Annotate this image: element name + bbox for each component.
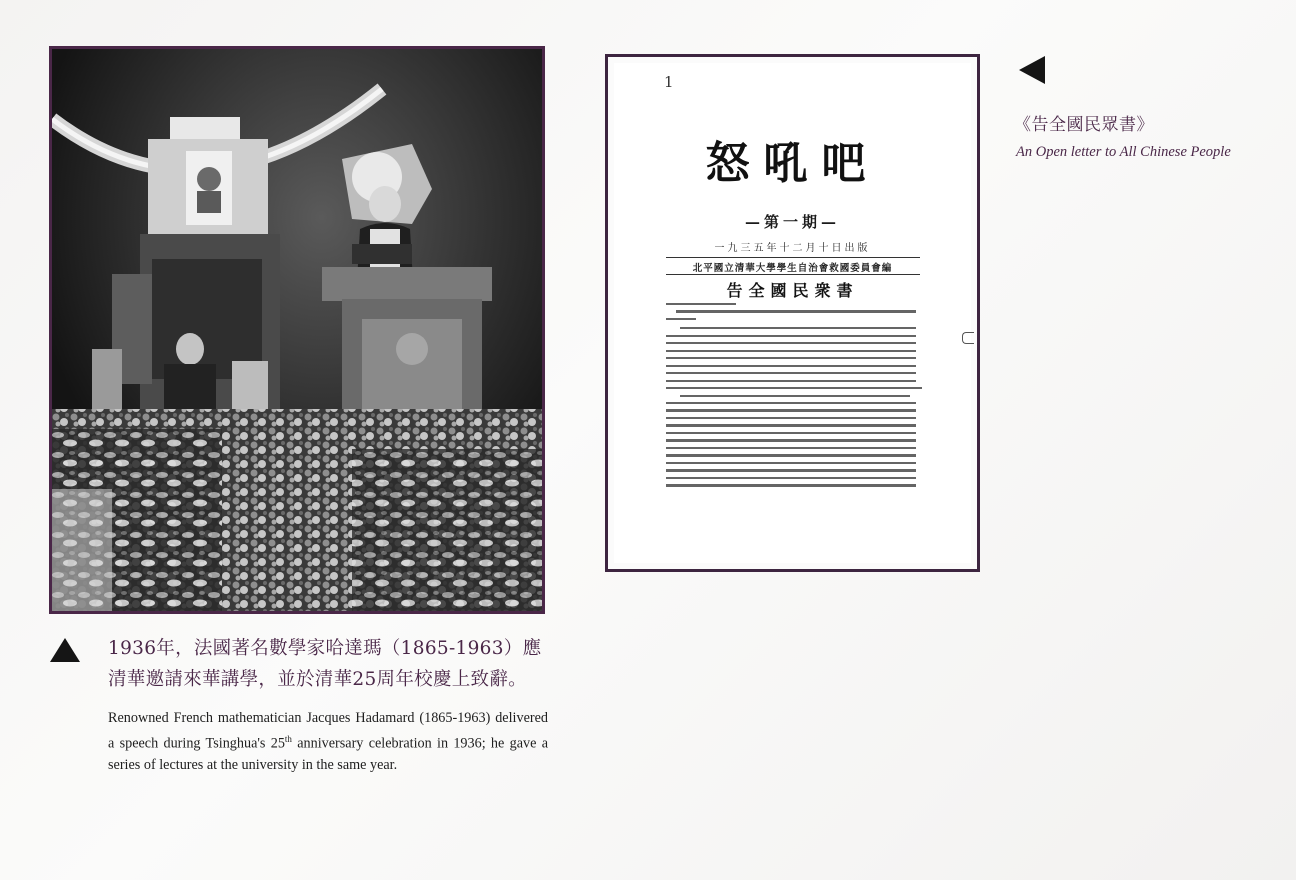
photo-caption-chinese: 1936年，法國著名數學家哈達瑪（1865-1963）應清華邀請來華講學，並於清華25周年校慶上致辭。 [108, 638, 542, 690]
historical-photo [49, 46, 545, 614]
text-line [666, 357, 916, 359]
document-scan [605, 54, 980, 572]
text-line [666, 365, 916, 367]
triangle-left-icon [1019, 56, 1045, 84]
caption-text-start: Renowned French mathematician Jacques Hadamard (1865-1963) delivered a speech during Tsinghua's 25 [108, 710, 548, 752]
document-editor: 北平國立清華大學學生自治會救國委員會編 [692, 263, 893, 274]
photo-image [52, 49, 542, 611]
text-line [666, 303, 736, 305]
text-line [666, 372, 916, 374]
triangle-up-icon [50, 638, 80, 662]
caption-text-end: anniversary celebration in 1936; he gave a series of lectures at the university in the same year. [108, 735, 548, 773]
text-line [666, 350, 916, 352]
text-line [666, 380, 916, 382]
text-line [680, 395, 910, 397]
document-date: 一九三五年十二月十日出版 [714, 243, 871, 254]
document-body-text [666, 303, 922, 492]
divider [666, 274, 920, 275]
text-line [666, 454, 916, 456]
text-line [666, 424, 916, 426]
text-line [666, 439, 916, 441]
text-line [666, 447, 916, 449]
document-caption-english: An Open letter to All Chinese People [1016, 144, 1231, 160]
text-line [666, 318, 696, 320]
text-line [666, 417, 916, 419]
page-number: 1 [664, 73, 674, 91]
photo-caption-english [108, 708, 548, 776]
text-line [666, 469, 916, 471]
document-title: 怒吼吧 [705, 138, 880, 189]
text-line [666, 409, 916, 411]
binding-mark [962, 332, 974, 344]
text-line [676, 310, 916, 312]
text-line [666, 432, 916, 434]
text-line [666, 387, 922, 389]
text-line [666, 342, 916, 344]
document-page [614, 63, 971, 563]
text-line [666, 462, 916, 464]
text-line [680, 327, 916, 329]
caption-ordinal-suffix: th [284, 734, 292, 744]
document-heading: 告全國民衆書 [726, 281, 859, 300]
text-line [666, 402, 916, 404]
text-line [666, 335, 916, 337]
text-line [666, 477, 916, 479]
divider [666, 257, 920, 258]
document-caption-chinese: 《告全國民眾書》 [1014, 115, 1154, 135]
text-line [666, 484, 916, 486]
document-issue: —第一期— [744, 213, 840, 231]
